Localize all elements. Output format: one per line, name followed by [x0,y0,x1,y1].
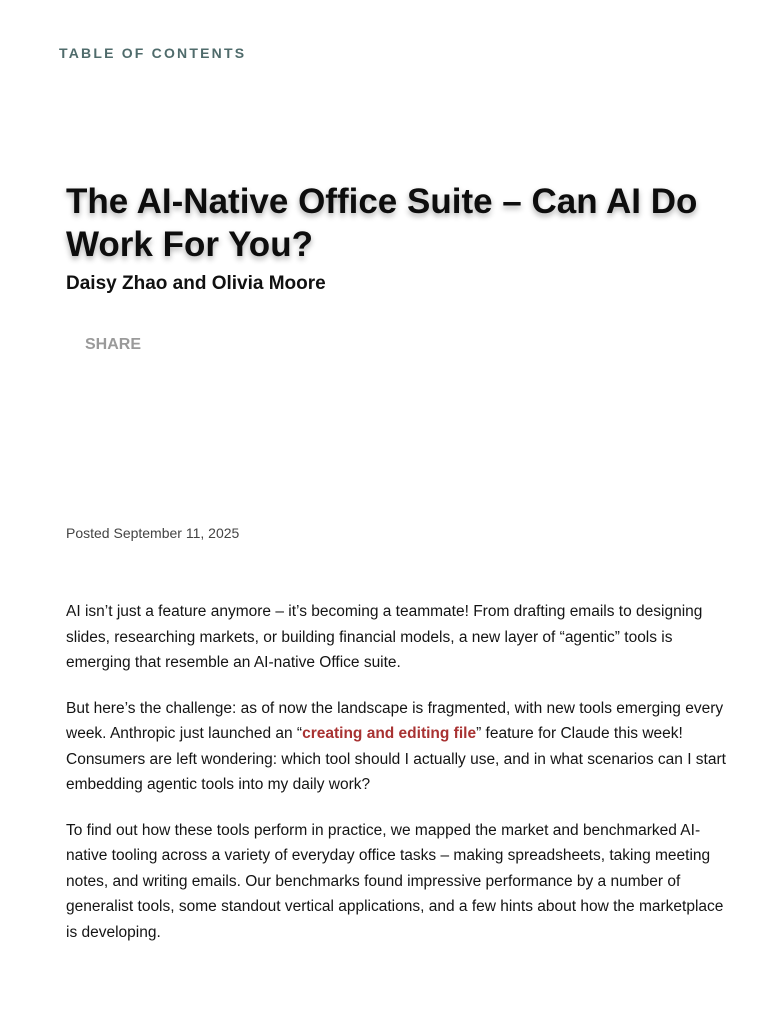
paragraph-2-text-before: But here’s the challenge: as of now the landscape is fragmented, with new tools emerging every week. Anthropic just launched an “ [66,699,724,742]
paragraph-2-text-after: ” feature for Claude this week! Consumers are left wondering: which tool should I actually use, and in what scenarios can I start embedding agentic tools into my daily work? [66,725,726,793]
table-of-contents-link[interactable]: TABLE OF CONTENTS [59,45,247,61]
article-title: The AI-Native Office Suite – Can AI Do Work For You? [66,182,698,264]
paragraph-3: To find out how these tools perform in practice, we mapped the market and benchmarked AI-native tooling across a variety of everyday office tasks – making spreadsheets, taking meeting notes, and writing emails. Our benchmarks found impressive performance by a number of generalist tools, some standout vertical applications, and a few hints about how the marketplace is developing. [66,821,724,941]
creating-editing-file-link[interactable]: creating and editing file [302,725,477,742]
article-authors: Daisy Zhao and Olivia Moore [66,273,326,294]
posted-date: Posted September 11, 2025 [66,525,240,541]
paragraph-1: AI isn’t just a feature anymore – it’s becoming a teammate! From drafting emails to designing slides, researching markets, or building financial models, a new layer of “agentic” tools is emerging that resemble an AI-native Office suite. [66,603,703,671]
share-button[interactable]: SHARE [85,336,142,353]
article-body [66,599,726,965]
paragraph-2 [66,696,726,798]
